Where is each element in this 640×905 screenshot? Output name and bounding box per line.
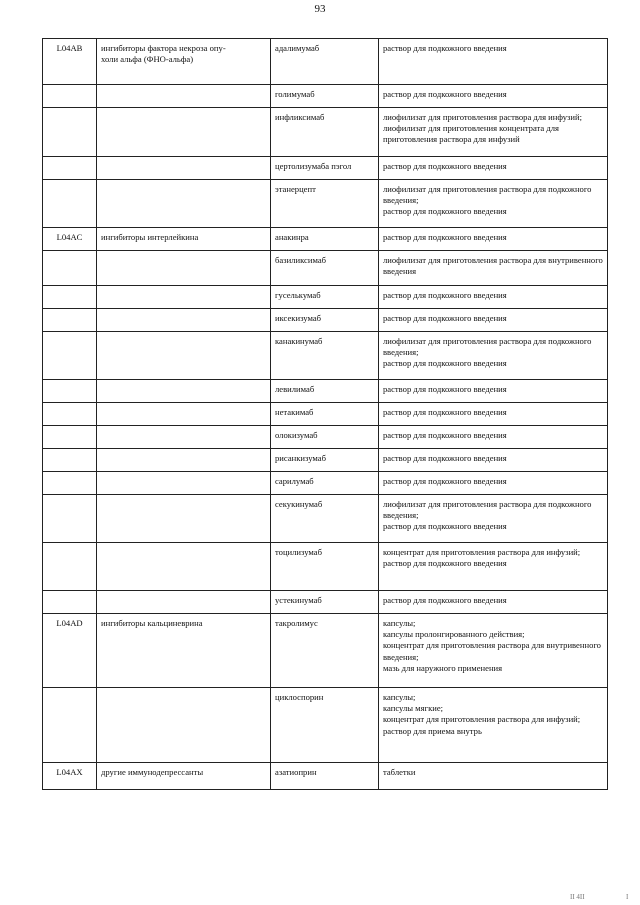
dosage-forms-cell	[379, 108, 608, 157]
table-row	[43, 39, 608, 85]
footer-mark: II 4II	[570, 893, 585, 901]
table-row	[43, 449, 608, 472]
dosage-forms-cell	[379, 309, 608, 332]
dosage-forms-cell	[379, 472, 608, 495]
drug-name-cell: устекинумаб	[271, 591, 379, 614]
dosage-forms-cell	[379, 495, 608, 543]
dosage-form-line: раствор для подкожного введения	[383, 476, 507, 486]
dosage-forms-cell	[379, 85, 608, 108]
drug-name-cell: такролимус	[271, 614, 379, 688]
group-name-cell: ингибиторы интерлейкина	[97, 228, 271, 251]
drug-name-cell: секукинумаб	[271, 495, 379, 543]
drug-name-cell: рисанкизумаб	[271, 449, 379, 472]
dosage-form-line: таблетки	[383, 767, 416, 777]
atc-code-cell	[43, 332, 97, 380]
table-row	[43, 495, 608, 543]
atc-code-cell	[43, 472, 97, 495]
drug-name-cell: азатиоприн	[271, 763, 379, 790]
dosage-form-line: раствор для подкожного введения	[383, 290, 507, 300]
drug-name-cell: голимумаб	[271, 85, 379, 108]
atc-code-cell	[43, 426, 97, 449]
atc-code-cell	[43, 108, 97, 157]
drug-name-cell: гуселькумаб	[271, 286, 379, 309]
drug-name-cell: олокизумаб	[271, 426, 379, 449]
drug-table	[42, 38, 608, 790]
atc-code-cell	[43, 380, 97, 403]
table-row	[43, 472, 608, 495]
dosage-forms-cell	[379, 180, 608, 228]
drug-name-cell: инфликсимаб	[271, 108, 379, 157]
group-name-cell	[97, 591, 271, 614]
dosage-form-line: лиофилизат для приготовления раствора для подкожного введения;	[383, 336, 592, 358]
group-name-cell	[97, 380, 271, 403]
dosage-form-line: лиофилизат для приготовления раствора для подкожного введения;	[383, 184, 592, 206]
atc-code-cell	[43, 157, 97, 180]
dosage-forms-cell	[379, 403, 608, 426]
atc-code-cell	[43, 403, 97, 426]
dosage-forms-cell	[379, 380, 608, 403]
drug-name-cell: тоцилизумаб	[271, 543, 379, 591]
dosage-form-line: капсулы мягкие;	[383, 703, 444, 714]
dosage-form-line: раствор для подкожного введения	[383, 358, 507, 369]
atc-code-cell	[43, 449, 97, 472]
table-row	[43, 180, 608, 228]
group-name-cell	[97, 286, 271, 309]
group-name-cell	[97, 449, 271, 472]
dosage-forms-cell	[379, 688, 608, 763]
group-name-cell	[97, 108, 271, 157]
dosage-forms-cell	[379, 251, 608, 286]
group-name-cell	[97, 157, 271, 180]
drug-name-cell: нетакимаб	[271, 403, 379, 426]
dosage-forms-cell	[379, 763, 608, 790]
drug-name-cell: цертолизумаба пэгол	[271, 157, 379, 180]
drug-name-cell: адалимумаб	[271, 39, 379, 85]
group-name-cell	[97, 688, 271, 763]
group-name-cell	[97, 495, 271, 543]
dosage-form-line: раствор для подкожного введения	[383, 407, 507, 417]
dosage-forms-cell	[379, 543, 608, 591]
atc-code-cell	[43, 251, 97, 286]
dosage-form-line: концентрат для приготовления раствора для внутривенного введения;	[383, 640, 601, 662]
drug-name-cell: этанерцепт	[271, 180, 379, 228]
dosage-form-line: лиофилизат для приготовления концентрата для приготовления раствора для инфузий	[383, 123, 559, 145]
dosage-form-line: раствор для подкожного введения	[383, 521, 507, 532]
dosage-form-line: лиофилизат для приготовления раствора для подкожного введения;	[383, 499, 592, 521]
dosage-forms-cell	[379, 39, 608, 85]
atc-code-cell: L04AX	[43, 763, 97, 790]
group-name-cell	[97, 543, 271, 591]
table-row	[43, 688, 608, 763]
table-row	[43, 426, 608, 449]
dosage-form-line: раствор для подкожного введения	[383, 232, 507, 242]
group-name-cell	[97, 85, 271, 108]
page-number: 93	[314, 3, 326, 15]
table-row	[43, 614, 608, 688]
dosage-form-line: капсулы;	[383, 692, 416, 702]
table-row	[43, 157, 608, 180]
group-name-cell	[97, 251, 271, 286]
table-row	[43, 228, 608, 251]
atc-code-cell	[43, 495, 97, 543]
dosage-forms-cell	[379, 426, 608, 449]
dosage-form-line: раствор для подкожного введения	[383, 558, 507, 569]
footer-mark-right: I	[626, 893, 629, 901]
drug-name-cell: левилимаб	[271, 380, 379, 403]
group-name-cell	[97, 403, 271, 426]
dosage-forms-cell	[379, 228, 608, 251]
table-row	[43, 108, 608, 157]
dosage-forms-cell	[379, 591, 608, 614]
group-name-cell	[97, 180, 271, 228]
table-row	[43, 332, 608, 380]
dosage-forms-cell	[379, 449, 608, 472]
table-row	[43, 543, 608, 591]
table-row	[43, 403, 608, 426]
dosage-form-line: капсулы;	[383, 618, 416, 628]
atc-code-cell	[43, 180, 97, 228]
dosage-form-line: лиофилизат для приготовления раствора для инфузий;	[383, 112, 582, 122]
table-row	[43, 309, 608, 332]
dosage-form-line: раствор для подкожного введения	[383, 89, 507, 99]
dosage-forms-cell	[379, 157, 608, 180]
group-name-cell	[97, 426, 271, 449]
dosage-form-line: лиофилизат для приготовления раствора для внутривенного введения	[383, 255, 603, 277]
atc-code-cell: L04AB	[43, 39, 97, 85]
dosage-form-line: раствор для подкожного введения	[383, 595, 507, 605]
drug-name-cell: канакинумаб	[271, 332, 379, 380]
dosage-forms-cell	[379, 614, 608, 688]
dosage-form-line: раствор для подкожного введения	[383, 430, 507, 440]
group-name-cell: другие иммунодепрессанты	[97, 763, 271, 790]
dosage-form-line: раствор для подкожного введения	[383, 453, 507, 463]
dosage-form-line: капсулы пролонгированного действия;	[383, 629, 525, 640]
dosage-forms-cell	[379, 286, 608, 309]
dosage-form-line: раствор для подкожного введения	[383, 206, 507, 217]
group-name-cell: ингибиторы кальциневрина	[97, 614, 271, 688]
dosage-form-line: раствор для подкожного введения	[383, 43, 507, 53]
drug-name-cell: анакинра	[271, 228, 379, 251]
dosage-form-line: раствор для подкожного введения	[383, 161, 507, 171]
dosage-form-line: концентрат для приготовления раствора для инфузий;	[383, 547, 581, 557]
atc-code-cell: L04AC	[43, 228, 97, 251]
atc-code-cell	[43, 688, 97, 763]
dosage-form-line: раствор для приема внутрь	[383, 725, 482, 736]
table-row	[43, 763, 608, 790]
drug-name-cell: сарилумаб	[271, 472, 379, 495]
group-name-cell	[97, 309, 271, 332]
group-name-cell	[97, 472, 271, 495]
table-row	[43, 591, 608, 614]
atc-code-cell	[43, 591, 97, 614]
drug-name-cell: иксекизумаб	[271, 309, 379, 332]
atc-code-cell	[43, 85, 97, 108]
table-row	[43, 286, 608, 309]
dosage-form-line: раствор для подкожного введения	[383, 384, 507, 394]
dosage-form-line: мазь для наружного применения	[383, 662, 503, 673]
table-row	[43, 380, 608, 403]
group-name-cell	[97, 332, 271, 380]
drug-name-cell: циклоспорин	[271, 688, 379, 763]
atc-code-cell: L04AD	[43, 614, 97, 688]
table-row	[43, 85, 608, 108]
dosage-forms-cell	[379, 332, 608, 380]
atc-code-cell	[43, 286, 97, 309]
dosage-form-line: концентрат для приготовления раствора для инфузий;	[383, 714, 581, 725]
drug-name-cell: базиликсимаб	[271, 251, 379, 286]
atc-code-cell	[43, 309, 97, 332]
dosage-form-line: раствор для подкожного введения	[383, 313, 507, 323]
group-name-cell: ингибиторы фактора некроза опу- холи альфа (ФНО-альфа)	[97, 39, 271, 85]
atc-code-cell	[43, 543, 97, 591]
table-row	[43, 251, 608, 286]
